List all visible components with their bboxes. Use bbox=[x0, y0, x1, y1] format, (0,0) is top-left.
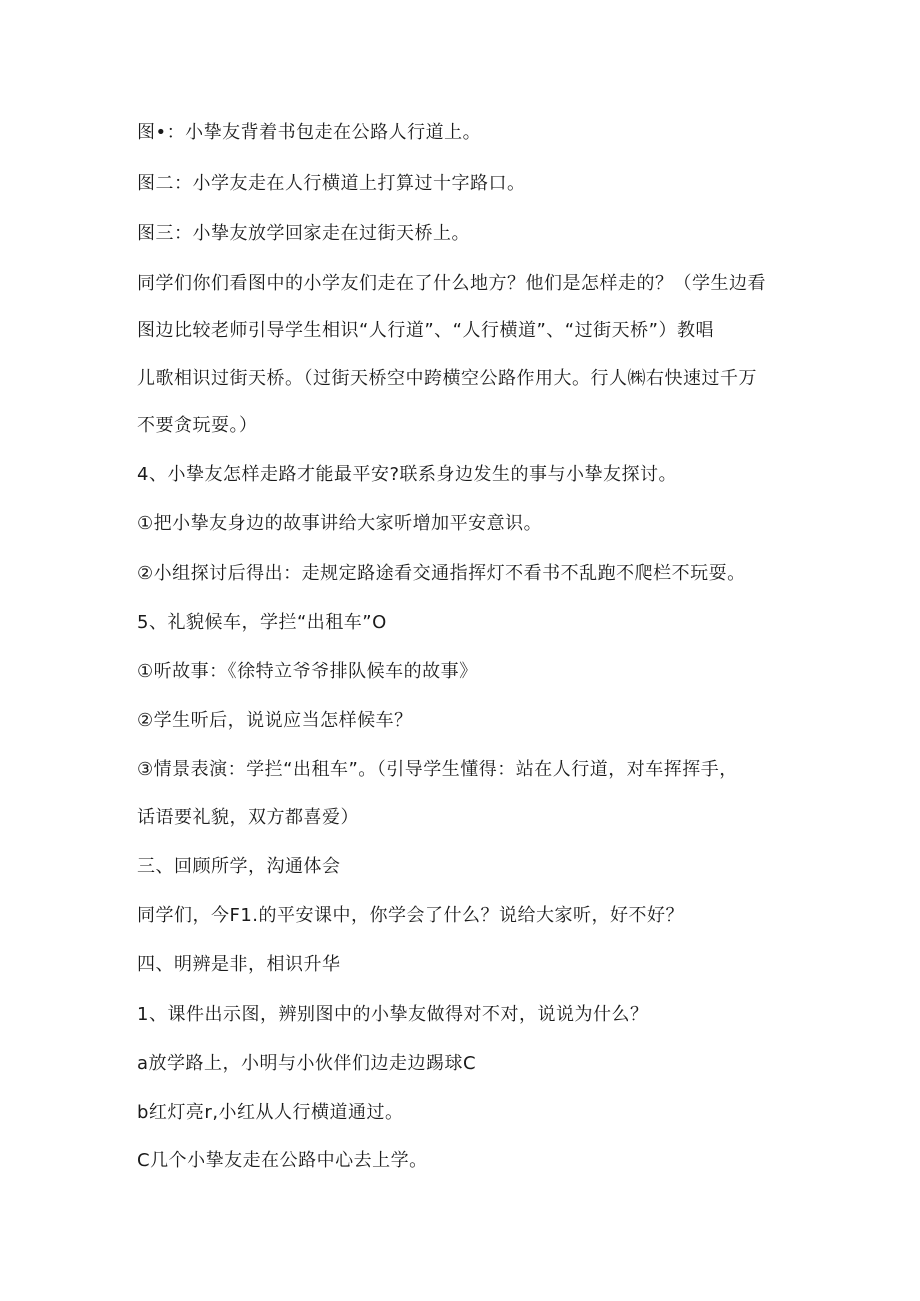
text-line-4: 同学们你们看图中的小学友们走在了什么地方？他们是怎样走的？（学生边看 bbox=[137, 273, 766, 294]
text-line-20: a放学路上，小明与小伙伴们边走边踢球C bbox=[137, 1053, 477, 1074]
text-line-18: 四、明辨是非，相识升华 bbox=[137, 954, 341, 975]
text-line-13: ②学生听后，说说应当怎样候车？ bbox=[137, 710, 413, 731]
text-line-17: 同学们，今F1.的平安课中，你学会了什么？说给大家听，好不好？ bbox=[137, 905, 685, 926]
text-line-12: ①听故事：《徐特立爷爷排队候车的故事》 bbox=[137, 661, 478, 682]
text-line-9: ①把小挚友身边的故事讲给大家听增加平安意识。 bbox=[137, 513, 543, 534]
text-line-14: ③情景表演：学拦“出租车”。（引导学生懂得：站在人行道，对车挥挥手， bbox=[137, 759, 738, 780]
text-line-15: 话语要礼貌，双方都喜爱） bbox=[137, 807, 359, 828]
text-line-1: 图•：小挚友背着书包走在公路人行道上。 bbox=[137, 122, 482, 143]
text-line-16: 三、回顾所学，沟通体会 bbox=[137, 856, 341, 877]
text-line-21: b红灯亮r,小红从人行横道通过。 bbox=[137, 1102, 404, 1123]
text-line-19: 1、课件出示图，辨别图中的小挚友做得对不对，说说为什么？ bbox=[137, 1004, 649, 1025]
text-line-3: 图三：小挚友放学回家走在过街天桥上。 bbox=[137, 223, 470, 244]
text-line-6: 儿歌相识过街天桥。（过街天桥空中跨横空公路作用大。行人㈱右快速过千万 bbox=[137, 368, 757, 389]
text-line-8: 4、小挚友怎样走路才能最平安?联系身边发生的事与小挚友探讨。 bbox=[137, 464, 678, 485]
text-line-10: ②小组探讨后得出：走规定路途看交通指挥灯不看书不乱跑不爬栏不玩耍。 bbox=[137, 563, 746, 584]
text-line-22: C几个小挚友走在公路中心去上学。 bbox=[137, 1150, 428, 1171]
text-line-2: 图二：小学友走在人行横道上打算过十字路口。 bbox=[137, 173, 526, 194]
text-line-7: 不要贪玩耍。） bbox=[137, 415, 258, 436]
text-line-5: 图边比较老师引导学生相识“人行道”、“人行横道”、“过街天桥”）教唱 bbox=[137, 320, 714, 341]
text-line-11: 5、礼貌候车，学拦“出租车”O bbox=[137, 612, 387, 633]
